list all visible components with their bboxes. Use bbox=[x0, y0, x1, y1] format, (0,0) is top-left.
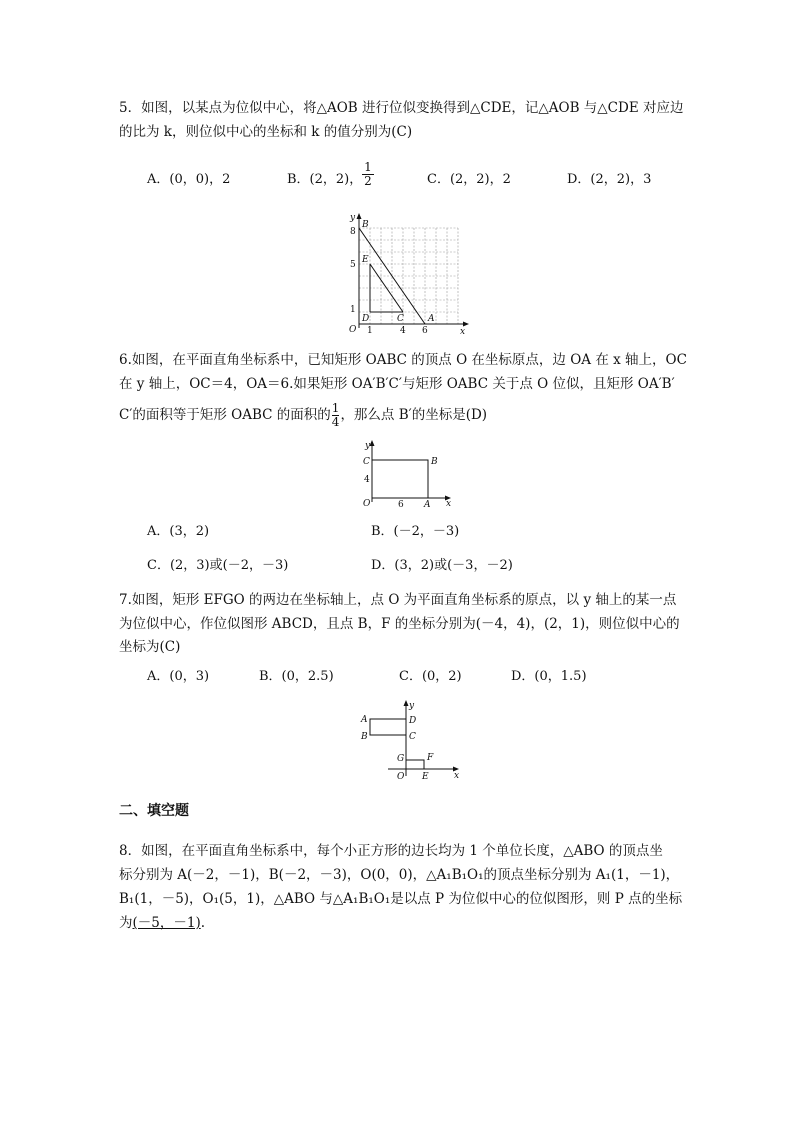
q6-y-axis-arrow bbox=[370, 440, 375, 446]
q7-figure bbox=[358, 698, 464, 782]
q7-rectangle-efgo bbox=[406, 760, 424, 769]
q8-answer: (－5，－1) bbox=[132, 915, 201, 931]
q8-line-3: B₁(1，－5)，O₁(5，1)，△ABO 与△A₁B₁O₁是以点 P 为位似中心的位似图形，则 P 点的坐标 bbox=[119, 891, 683, 907]
q5-label-a: A bbox=[428, 314, 435, 324]
q7-label-d: D bbox=[409, 716, 417, 726]
q5-option-b: B．(2，2)， bbox=[287, 172, 363, 187]
q5-tick-x1: 1 bbox=[367, 326, 373, 334]
q6-x-axis-label: x bbox=[446, 499, 452, 509]
q8-line-4 bbox=[119, 913, 205, 933]
q6-axes bbox=[372, 443, 448, 502]
q6-option-d: D．(3，2)或(－3，－2) bbox=[371, 558, 513, 573]
q6-option-a: A．(3，2) bbox=[147, 524, 210, 539]
q7-label-c: C bbox=[409, 732, 416, 742]
q5-line-2: 的比为 k，则位似中心的坐标和 k 的值分别为(C) bbox=[119, 124, 413, 140]
q5-x-axis-label: x bbox=[460, 327, 466, 334]
q8-line-1: 8．如图，在平面直角坐标系中，每个小正方形的边长均为 1 个单位长度，△ABO 的顶点坐 bbox=[119, 843, 663, 859]
q7-x-axis-label: x bbox=[454, 771, 460, 781]
q5-x-axis-arrow bbox=[463, 322, 469, 327]
section-title-fill-in: 二、填空题 bbox=[119, 803, 189, 819]
q6-figure bbox=[360, 438, 460, 510]
q6-label-c: C bbox=[363, 457, 370, 467]
q7-rectangle-abcd bbox=[370, 719, 406, 735]
q7-option-a: A．(0，3) bbox=[147, 669, 210, 684]
q7-option-d: D．(0，1.5) bbox=[511, 669, 587, 684]
q5-line-1: 5．如图，以某点为位似中心，将△AOB 进行位似变换得到△CDE，记△AOB 与△CDE 对应边 bbox=[119, 100, 684, 116]
q5-label-d: D bbox=[362, 314, 370, 324]
q6-line-3 bbox=[119, 402, 487, 429]
q6-line-3-end: ，那么点 B′的坐标是(D) bbox=[340, 407, 488, 423]
q8-line-2: 标分别为 A(－2，－1)，B(－2，－3)，O(0，0)，△A₁B₁O₁的顶点坐标分别为 A₁(1，－1)， bbox=[119, 867, 680, 883]
q8-line-4-start: 为 bbox=[119, 915, 133, 931]
q6-tick-y4: 4 bbox=[364, 475, 370, 485]
q7-line-2: 为位似中心，作位似图形 ABCD，且点 B，F 的坐标分别为(－4，4)，(2，1)，则位似中心的 bbox=[119, 616, 680, 632]
q6-line-3-start: C′的面积等于矩形 OABC 的面积的 bbox=[119, 407, 331, 423]
q7-line-1: 7.如图，矩形 EFGO 的两边在坐标轴上，点 O 为平面直角坐标系的原点，以 y 轴上的某一点 bbox=[119, 592, 677, 608]
q5-tick-x4: 4 bbox=[400, 326, 406, 334]
q8-line-4-end: . bbox=[200, 915, 206, 931]
q5-origin-label: O bbox=[349, 325, 357, 334]
q6-fraction bbox=[332, 402, 340, 429]
q5-option-c: C．(2，2)，2 bbox=[427, 172, 511, 187]
q6-rectangle-oabc bbox=[372, 460, 428, 498]
q7-origin-label: O bbox=[397, 772, 405, 782]
q6-label-b: B bbox=[431, 457, 438, 467]
q5-tick-y1: 1 bbox=[350, 305, 356, 315]
q5-label-e: E bbox=[362, 255, 369, 265]
q7-label-a: A bbox=[361, 715, 368, 725]
q6-line-1: 6.如图，在平面直角坐标系中，已知矩形 OABC 的顶点 O 在坐标原点，边 OA 在 x 轴上，OC bbox=[119, 352, 687, 368]
q5-option-b-fraction bbox=[362, 161, 374, 188]
q5-fraction-numerator: 1 bbox=[362, 161, 374, 175]
q5-tick-y5: 5 bbox=[350, 260, 356, 270]
q6-line-2: 在 y 轴上，OC＝4，OA＝6.如果矩形 OA′B′C′与矩形 OABC 关于点 O 位似，且矩形 OA′B′ bbox=[119, 376, 675, 392]
q6-label-a: A bbox=[424, 500, 431, 510]
q7-axes bbox=[388, 703, 456, 776]
q5-y-axis-arrow bbox=[357, 213, 362, 219]
q7-line-3: 坐标为(C) bbox=[119, 639, 181, 655]
q6-fraction-numerator: 1 bbox=[331, 401, 340, 415]
q6-option-b: B．(－2，－3) bbox=[371, 524, 460, 539]
q5-y-axis-label: y bbox=[350, 213, 356, 223]
q7-label-g: G bbox=[397, 754, 405, 764]
q6-tick-x6: 6 bbox=[398, 500, 404, 510]
q6-fraction-denominator: 4 bbox=[331, 415, 340, 429]
q6-y-axis-label: y bbox=[365, 441, 371, 451]
q6-origin-label: O bbox=[363, 499, 371, 509]
q5-tick-x6: 6 bbox=[422, 326, 428, 334]
q7-y-axis-label: y bbox=[409, 701, 415, 711]
q7-label-b: B bbox=[361, 732, 368, 742]
q5-grid bbox=[359, 228, 458, 324]
q7-y-axis-arrow bbox=[404, 700, 409, 706]
q7-label-f: F bbox=[427, 753, 434, 763]
q5-fraction-denominator: 2 bbox=[364, 174, 372, 188]
q5-figure bbox=[336, 210, 476, 334]
q5-label-b: B bbox=[362, 220, 369, 230]
q7-label-e: E bbox=[422, 772, 429, 782]
q5-option-d: D．(2，2)，3 bbox=[567, 172, 652, 187]
q5-option-a: A．(0，0)，2 bbox=[147, 172, 231, 187]
q7-option-b: B．(0，2.5) bbox=[259, 669, 334, 684]
q5-label-c: C bbox=[397, 314, 404, 324]
q5-tick-y8: 8 bbox=[350, 227, 356, 237]
q7-option-c: C．(0，2) bbox=[399, 669, 462, 684]
q6-option-c: C．(2，3)或(－2，－3) bbox=[147, 558, 289, 573]
